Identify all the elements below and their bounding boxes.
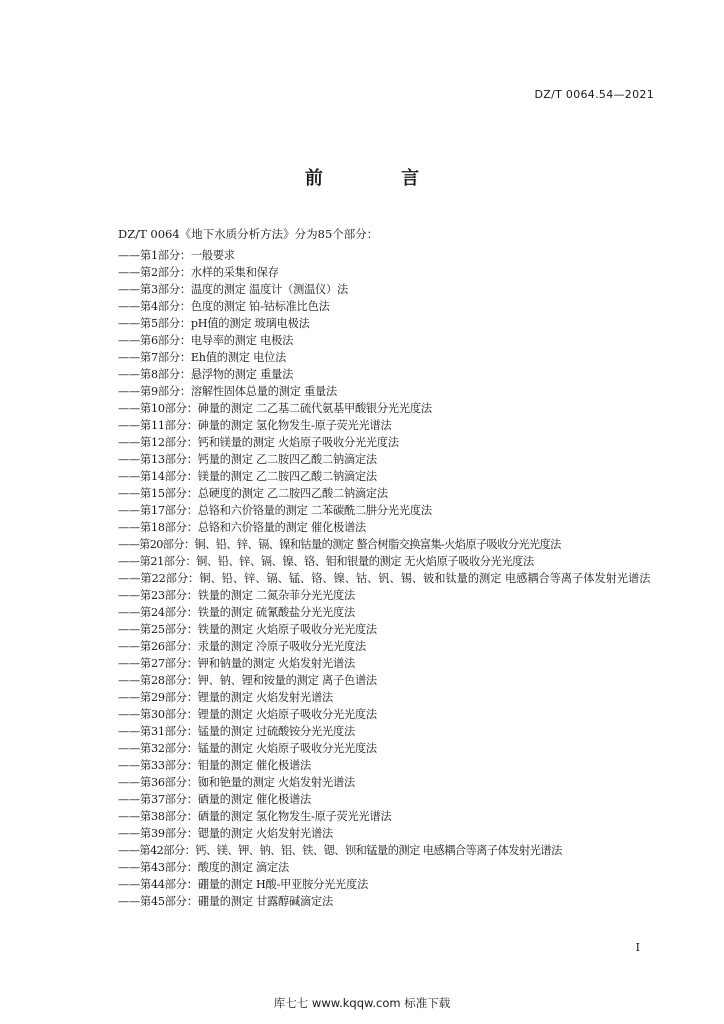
list-item: ——第8部分：悬浮物的测定 重量法	[118, 368, 294, 381]
list-item: ——第14部分：镁量的测定 乙二胺四乙酸二钠滴定法	[118, 470, 377, 483]
list-item: ——第3部分：温度的测定 温度计（测温仪）法	[118, 283, 349, 296]
intro-text: DZ/T 0064《地下水质分析方法》分为85个部分：	[118, 227, 379, 241]
list-item: ——第25部分：铁量的测定 火焰原子吸收分光光度法	[118, 623, 377, 636]
list-item: ——第13部分：钙量的测定 乙二胺四乙酸二钠滴定法	[118, 453, 377, 466]
list-item: ——第29部分：锂量的测定 火焰发射光谱法	[118, 691, 333, 704]
page-title: 前 言	[304, 168, 456, 189]
list-item: ——第10部分：砷量的测定 二乙基二硫代氨基甲酸银分光光度法	[118, 402, 432, 415]
list-item: ——第44部分：硼量的测定 H酸-甲亚胺分光光度法	[118, 878, 369, 891]
list-item: ——第21部分：铜、铅、锌、镉、镍、铬、钼和银量的测定 无火焰原子吸收分光光度法	[118, 555, 534, 568]
list-item: ——第5部分：pH值的测定 玻璃电极法	[118, 317, 310, 330]
list-item: ——第27部分：钾和钠量的测定 火焰发射光谱法	[118, 657, 355, 670]
list-item: ——第11部分：砷量的测定 氢化物发生-原子荧光光谱法	[118, 419, 392, 432]
list-item: ——第20部分：铜、铅、锌、镉、镍和钴量的测定 螯合树脂交换富集-火焰原子吸收分光光度法	[118, 538, 561, 551]
list-item: ——第33部分：钼量的测定 催化极谱法	[118, 759, 311, 772]
list-item: ——第7部分：Eh值的测定 电位法	[118, 351, 287, 364]
list-item: ——第4部分：色度的测定 铂-钴标准比色法	[118, 300, 330, 313]
list-item: ——第9部分：溶解性固体总量的测定 重量法	[118, 385, 338, 398]
page-number: I	[635, 941, 640, 954]
list-item: ——第23部分：铁量的测定 二氮杂菲分光光度法	[118, 589, 355, 602]
list-item: ——第18部分：总铬和六价铬量的测定 催化极谱法	[118, 521, 366, 534]
list-item: ——第30部分：锂量的测定 火焰原子吸收分光光度法	[118, 708, 377, 721]
list-item: ——第26部分：汞量的测定 冷原子吸收分光光度法	[118, 640, 366, 653]
list-item: ——第39部分：锶量的测定 火焰发射光谱法	[118, 827, 333, 840]
list-item: ——第43部分：酸度的测定 滴定法	[118, 861, 290, 874]
list-item: ——第22部分：铜、铅、锌、镉、锰、铬、镍、钴、钒、锡、铍和钛量的测定 电感耦合等离子体发射光谱法	[118, 572, 651, 585]
list-item: ——第15部分：总硬度的测定 乙二胺四乙酸二钠滴定法	[118, 487, 388, 500]
list-item: ——第36部分：铷和铯量的测定 火焰发射光谱法	[118, 776, 355, 789]
list-item: ——第12部分：钙和镁量的测定 火焰原子吸收分光光度法	[118, 436, 399, 449]
list-item: ——第38部分：硒量的测定 氢化物发生-原子荧光光谱法	[118, 810, 392, 823]
list-item: ——第17部分：总铬和六价铬量的测定 二苯碳酰二肼分光光度法	[118, 504, 432, 517]
list-item: ——第28部分：钾、钠、锂和铵量的测定 离子色谱法	[118, 674, 377, 687]
list-item: ——第45部分：硼量的测定 甘露醇碱滴定法	[118, 895, 333, 908]
list-item: ——第1部分：一般要求	[118, 249, 235, 262]
footer-watermark: 库七七 www.kqqw.com 标准下载	[273, 996, 451, 1010]
document-code: DZ/T 0064.54—2021	[534, 88, 654, 101]
parts-list	[92, 247, 666, 910]
list-item: ——第37部分：硒量的测定 催化极谱法	[118, 793, 311, 806]
list-item: ——第24部分：铁量的测定 硫氰酸盐分光光度法	[118, 606, 355, 619]
list-item: ——第32部分：锰量的测定 火焰原子吸收分光光度法	[118, 742, 377, 755]
list-item: ——第2部分：水样的采集和保存	[118, 266, 279, 279]
list-item: ——第31部分：锰量的测定 过硫酸铵分光光度法	[118, 725, 355, 738]
list-item: ——第6部分：电导率的测定 电极法	[118, 334, 294, 347]
list-item: ——第42部分：钙、镁、钾、钠、铝、铁、锶、钡和锰量的测定 电感耦合等离子体发射光谱法	[118, 844, 562, 857]
